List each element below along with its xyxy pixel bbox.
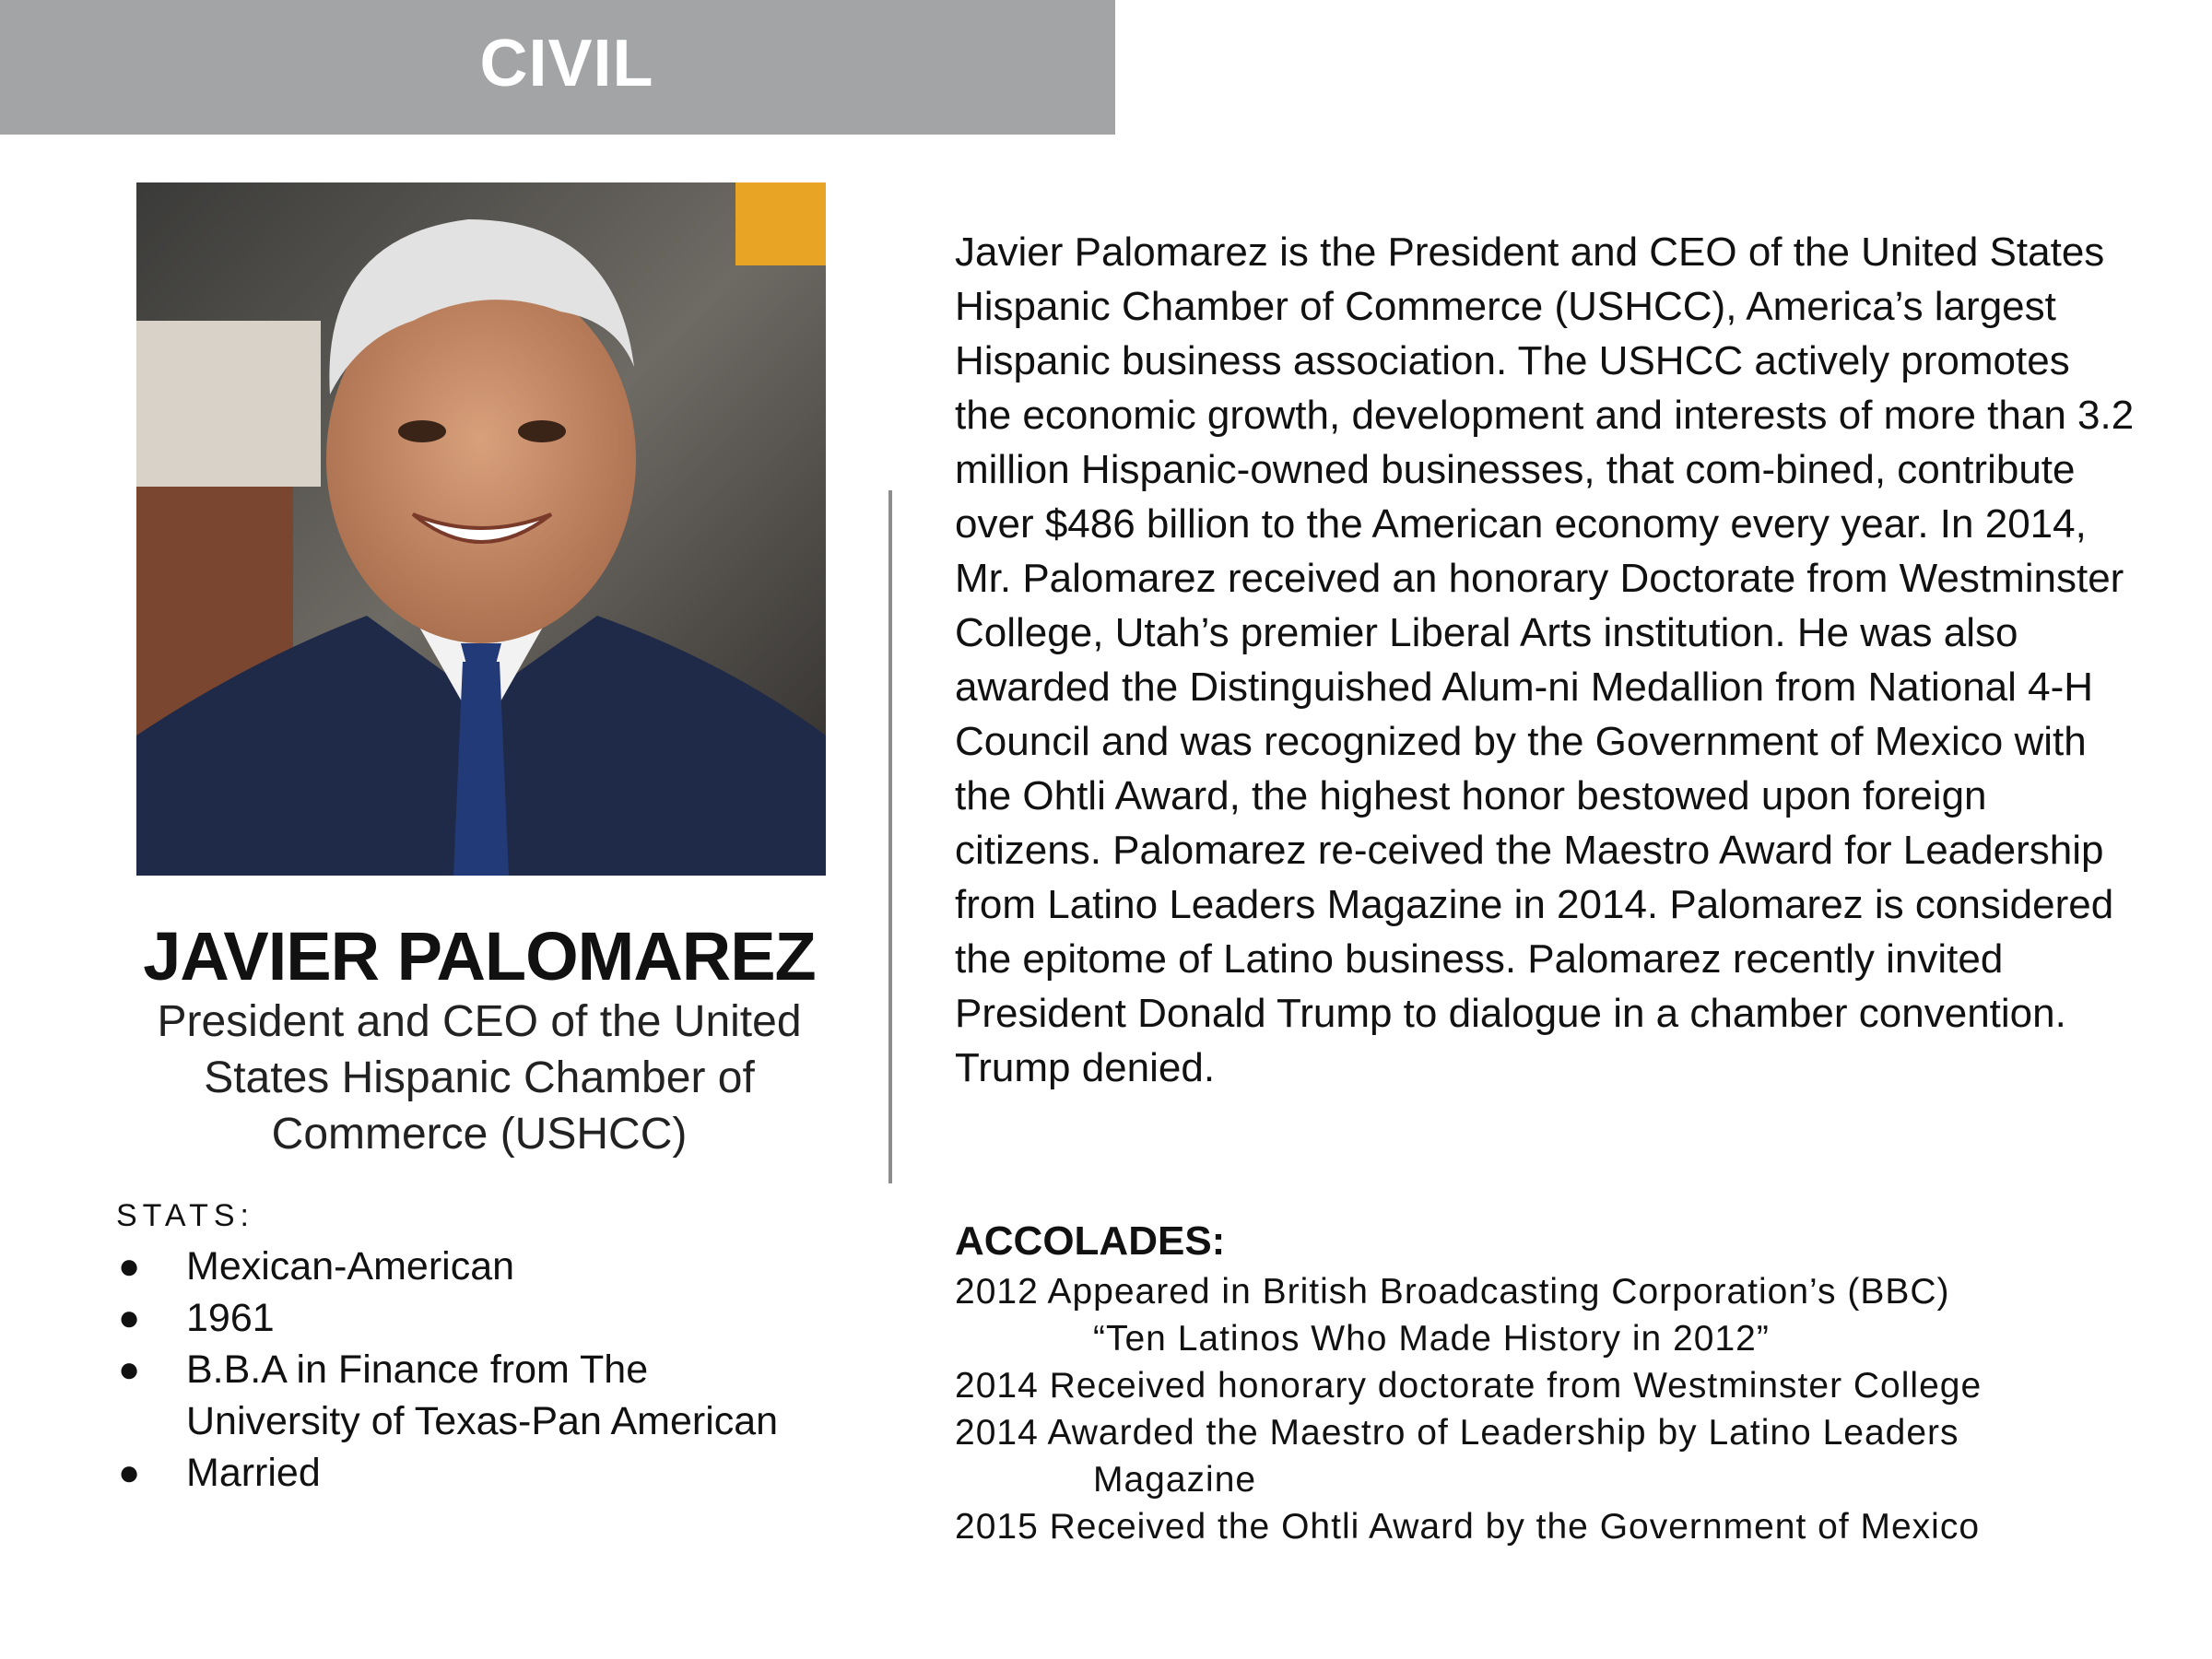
portrait-photo-icon: [136, 182, 826, 876]
accolades-heading: ACCOLADES:: [955, 1218, 1226, 1264]
stat-line: University of Texas-Pan American: [186, 1399, 779, 1443]
accolades-list: [955, 1268, 2190, 1550]
bullet-icon: ●: [118, 1246, 141, 1287]
accolade-continuation: Magazine: [1093, 1460, 1257, 1500]
bullet-icon: ●: [118, 1349, 141, 1390]
stats-list: [116, 1241, 853, 1499]
bullet-icon: ●: [118, 1453, 141, 1493]
list-item: [116, 1292, 853, 1344]
section-title: CIVIL: [479, 27, 654, 100]
person-name: JAVIER PALOMAREZ: [143, 918, 816, 994]
accolade-year: 2014: [955, 1413, 1039, 1453]
accolade-text: Awarded the Maestro of Leadership by Latino Leaders: [1047, 1413, 1959, 1453]
stat-line: B.B.A in Finance from The: [186, 1347, 649, 1392]
stat-line: 1961: [186, 1296, 275, 1340]
accolade-year: 2012: [955, 1272, 1039, 1312]
person-title: [101, 994, 857, 1162]
accolade-text: Received honorary doctorate from Westminster College: [1049, 1366, 1983, 1406]
title-line: States Hispanic Chamber of: [204, 1053, 755, 1102]
accolade-text: Received the Ohtli Award by the Government of Mexico: [1049, 1507, 1981, 1547]
stat-line: Mexican-American: [186, 1244, 515, 1288]
list-item: [955, 1268, 2190, 1362]
list-item: [116, 1344, 853, 1447]
list-item: [116, 1241, 853, 1292]
column-divider: [888, 490, 892, 1183]
bullet-icon: ●: [118, 1298, 141, 1338]
accolade-year: 2015: [955, 1507, 1039, 1547]
list-item: [955, 1503, 2190, 1550]
accolade-text: Appeared in British Broadcasting Corporation’s (BBC): [1047, 1272, 1950, 1312]
biography-text: Javier Palomarez is the President and CEO of the United States Hispanic Chamber of Commerce (USHCC), America’s largest Hispanic business association. The USHCC actively promotes the economic growth, development and interests of more than 3.2 million Hispanic-owned businesses, that com-bined, contribute over $486 billion to the American economy every year. In 2014, Mr. Palomarez received an honorary Doctorate from Westminster College, Utah’s premier Liberal Arts institution. He was also awarded the Distinguished Alum-ni Medallion from National 4-H Council and was recognized by the Government of Mexico with the Ohtli Award, the highest honor bestowed upon foreign citizens. Palomarez re-ceived the Maestro Award for Leadership from Latino Leaders Magazine in 2014. Palomarez is considered the epitome of Latino business. Palomarez recently invited President Donald Trump to dialogue in a chamber convention. Trump denied.: [955, 229, 2135, 1090]
accolade-continuation: “Ten Latinos Who Made History in 2012”: [1093, 1319, 1770, 1359]
stat-line: Married: [186, 1451, 321, 1495]
list-item: [955, 1362, 2190, 1409]
accolade-year: 2014: [955, 1366, 1039, 1406]
stats-label: STATS:: [116, 1198, 254, 1233]
title-line: President and CEO of the United: [157, 997, 802, 1046]
list-item: [116, 1447, 853, 1499]
list-item: [955, 1409, 2190, 1503]
title-line: Commerce (USHCC): [271, 1110, 688, 1159]
